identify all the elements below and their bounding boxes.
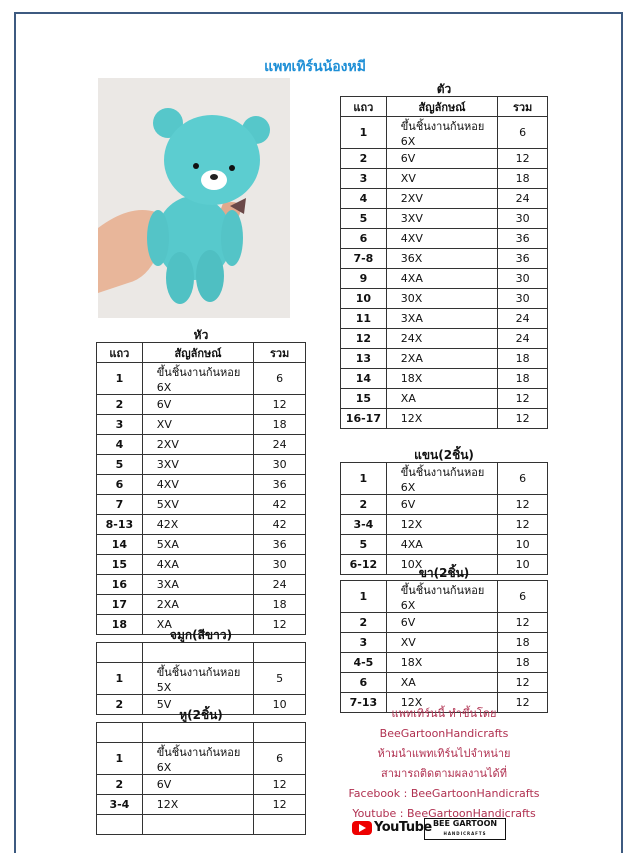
credit-line: Youtube : BeeGartoonHandicrafts [352, 807, 536, 820]
stitch-symbol: XA [386, 389, 497, 409]
table-row [97, 575, 306, 595]
stitch-total: 12 [498, 495, 548, 515]
stitch-symbol [142, 815, 254, 835]
stitch-symbol: ขึ้นชิ้นงานก้นหอย 6X [386, 463, 498, 495]
stitch-symbol: 12X [386, 409, 497, 429]
table-row [97, 723, 306, 743]
row-number: 2 [341, 495, 387, 515]
table-header-row [341, 97, 548, 117]
stitch-symbol: 6V [142, 775, 254, 795]
table-row [341, 209, 548, 229]
table-row [97, 535, 306, 555]
stitch-symbol: 6V [386, 495, 498, 515]
stitch-total: 30 [254, 455, 306, 475]
credit-line: สามารถติดตามผลงานได้ที่ [381, 767, 507, 780]
stitch-total [254, 815, 306, 835]
stitch-symbol: ขึ้นชิ้นงานก้นหอย 6X [386, 581, 498, 613]
stitch-total: 12 [498, 613, 548, 633]
stitch-total: 12 [498, 149, 548, 169]
table-header-row [97, 343, 306, 363]
table-row [341, 515, 548, 535]
row-number: 7 [97, 495, 143, 515]
stitch-symbol: 18X [386, 369, 497, 389]
stitch-symbol: XV [386, 169, 497, 189]
table-row [341, 149, 548, 169]
stitch-symbol: XV [386, 633, 498, 653]
row-number: 5 [341, 209, 387, 229]
stitch-total: 10 [498, 535, 548, 555]
table-row [97, 363, 306, 395]
table-row [97, 743, 306, 775]
stitch-symbol: 10X [386, 555, 498, 575]
table-row [341, 535, 548, 555]
stitch-symbol: 3XA [142, 575, 253, 595]
table-row [341, 581, 548, 613]
stitch-total: 6 [498, 463, 548, 495]
row-number: 13 [341, 349, 387, 369]
credit-line: แพทเทิร์นนี้ ทำขึ้นโดย [391, 707, 497, 720]
stitch-total: 12 [254, 775, 306, 795]
row-number: 17 [97, 595, 143, 615]
row-number: 4 [97, 435, 143, 455]
header-row-number: แถว [97, 343, 143, 363]
stitch-total: 12 [254, 795, 306, 815]
stitch-symbol: 5V [142, 695, 254, 715]
stitch-symbol: 18X [386, 653, 498, 673]
stitch-total: 12 [254, 395, 306, 415]
stitch-total: 36 [498, 249, 548, 269]
stitch-symbol: 2XA [386, 349, 497, 369]
row-number: 6 [341, 673, 387, 693]
stitch-total: 12 [498, 409, 548, 429]
table-row [97, 775, 306, 795]
stitch-total: 24 [498, 329, 548, 349]
leg-table [340, 580, 548, 713]
row-number: 3-4 [341, 515, 387, 535]
table-row [341, 369, 548, 389]
stitch-total: 18 [498, 653, 548, 673]
stitch-symbol: 5XV [142, 495, 253, 515]
table-row [97, 515, 306, 535]
body-table [340, 96, 548, 429]
row-number: 5 [341, 535, 387, 555]
stitch-symbol: 2XA [142, 595, 253, 615]
stitch-total: 12 [498, 673, 548, 693]
table-row [97, 415, 306, 435]
table-row [97, 395, 306, 415]
stitch-total [254, 643, 306, 663]
table-row [341, 309, 548, 329]
stitch-total: 12 [498, 515, 548, 535]
table-row [341, 653, 548, 673]
stitch-total: 6 [498, 117, 548, 149]
credit-line: Facebook : BeeGartoonHandicrafts [348, 787, 540, 800]
ear-caption: หู(2ชิ้น) [179, 708, 223, 722]
row-number: 14 [97, 535, 143, 555]
stitch-total: 12 [498, 389, 548, 409]
stitch-symbol: 3XA [386, 309, 497, 329]
stitch-total: 5 [254, 663, 306, 695]
table-row [341, 229, 548, 249]
table-row [341, 329, 548, 349]
table-row [341, 673, 548, 693]
table-row [341, 289, 548, 309]
stitch-symbol: 3XV [142, 455, 253, 475]
row-number: 3-4 [97, 795, 143, 815]
row-number: 10 [341, 289, 387, 309]
stitch-symbol [142, 723, 254, 743]
table-row [341, 495, 548, 515]
table-row [97, 455, 306, 475]
stitch-total: 24 [498, 309, 548, 329]
credits [340, 704, 548, 824]
stitch-symbol: 12X [386, 693, 498, 713]
table-row [341, 409, 548, 429]
row-number: 2 [97, 695, 143, 715]
stitch-total: 18 [498, 633, 548, 653]
stitch-symbol: 5XA [142, 535, 253, 555]
stitch-symbol: 12X [386, 515, 498, 535]
nose-caption: จมูก(สีขาว) [169, 628, 233, 642]
stitch-total: 24 [254, 575, 306, 595]
row-number: 1 [341, 463, 387, 495]
arm-caption: แขน(2ชิ้น) [414, 448, 474, 462]
row-number [97, 643, 143, 663]
row-number: 6 [341, 229, 387, 249]
bee-gartoon-logo: BEE GARTOON HANDICRAFTS [424, 818, 506, 840]
head-caption: หัว [193, 328, 209, 342]
table-row [341, 189, 548, 209]
row-number: 1 [341, 581, 387, 613]
credit-line: BeeGartoonHandicrafts [379, 727, 509, 740]
stitch-total: 6 [498, 581, 548, 613]
table-row [341, 633, 548, 653]
row-number [97, 723, 143, 743]
row-number: 3 [341, 169, 387, 189]
stitch-total: 24 [498, 189, 548, 209]
row-number: 2 [341, 149, 387, 169]
row-number: 7-8 [341, 249, 387, 269]
arm-table [340, 462, 548, 575]
stitch-total: 36 [254, 475, 306, 495]
row-number: 2 [97, 775, 143, 795]
stitch-symbol: ขึ้นชิ้นงานก้นหอย 6X [386, 117, 497, 149]
row-number [97, 815, 143, 835]
stitch-total: 6 [254, 363, 306, 395]
bear-photo [98, 78, 290, 318]
stitch-symbol: XV [142, 415, 253, 435]
stitch-total: 6 [254, 743, 306, 775]
row-number: 3 [341, 633, 387, 653]
stitch-total: 18 [254, 415, 306, 435]
table-row [341, 269, 548, 289]
stitch-symbol: 4XA [386, 269, 497, 289]
stitch-symbol: XA [386, 673, 498, 693]
table-row [97, 663, 306, 695]
stitch-symbol: 12X [142, 795, 254, 815]
table-row [97, 475, 306, 495]
stitch-symbol: 36X [386, 249, 497, 269]
row-number: 8-13 [97, 515, 143, 535]
table-row [341, 169, 548, 189]
table-row [97, 435, 306, 455]
stitch-symbol: 4XA [386, 535, 498, 555]
table-row [97, 555, 306, 575]
table-row [97, 495, 306, 515]
stitch-total: 36 [498, 229, 548, 249]
row-number: 2 [341, 613, 387, 633]
stitch-total: 30 [498, 209, 548, 229]
stitch-symbol: 4XV [142, 475, 253, 495]
stitch-symbol: 2XV [142, 435, 253, 455]
nose-table [96, 642, 306, 715]
row-number: 16 [97, 575, 143, 595]
stitch-symbol: 24X [386, 329, 497, 349]
stitch-total: 10 [498, 555, 548, 575]
stitch-symbol: ขึ้นชิ้นงานก้นหอย 5X [142, 663, 254, 695]
header-symbol: สัญลักษณ์ [142, 343, 253, 363]
stitch-total: 18 [498, 349, 548, 369]
ear-table [96, 722, 306, 835]
row-number: 15 [341, 389, 387, 409]
row-number: 4-5 [341, 653, 387, 673]
row-number: 4 [341, 189, 387, 209]
stitch-total: 42 [254, 515, 306, 535]
stitch-symbol: 6V [386, 149, 497, 169]
header-total: รวม [498, 97, 548, 117]
stitch-symbol: ขึ้นชิ้นงานก้นหอย 6X [142, 743, 254, 775]
row-number: 16-17 [341, 409, 387, 429]
stitch-total: 42 [254, 495, 306, 515]
header-row-number: แถว [341, 97, 387, 117]
row-number: 3 [97, 415, 143, 435]
leg-caption: ขา(2ชิ้น) [418, 566, 470, 580]
row-number: 2 [97, 395, 143, 415]
table-row [97, 795, 306, 815]
stitch-symbol: 6V [142, 395, 253, 415]
table-row [341, 117, 548, 149]
table-row [341, 349, 548, 369]
body-caption: ตัว [436, 82, 452, 96]
row-number: 15 [97, 555, 143, 575]
stitch-total: 18 [498, 169, 548, 189]
row-number: 18 [97, 615, 143, 635]
table-row [97, 815, 306, 835]
row-number: 12 [341, 329, 387, 349]
page-title: แพทเทิร์นน้องหมี [264, 59, 366, 75]
stitch-total: 10 [254, 695, 306, 715]
stitch-symbol: 4XV [386, 229, 497, 249]
table-row [97, 643, 306, 663]
table-row [97, 595, 306, 615]
row-number: 1 [341, 117, 387, 149]
youtube-logo: YouTube [352, 820, 432, 835]
row-number: 6-12 [341, 555, 387, 575]
stitch-symbol: 4XA [142, 555, 253, 575]
row-number: 14 [341, 369, 387, 389]
table-row [341, 249, 548, 269]
table-row [341, 463, 548, 495]
header-symbol: สัญลักษณ์ [386, 97, 497, 117]
credit-line: ห้ามนำแพทเทิร์นไปจำหน่าย [377, 747, 511, 760]
head-table [96, 342, 306, 635]
table-row [341, 613, 548, 633]
row-number: 1 [97, 663, 143, 695]
stitch-total: 36 [254, 535, 306, 555]
row-number: 9 [341, 269, 387, 289]
stitch-total: 18 [254, 595, 306, 615]
row-number: 1 [97, 743, 143, 775]
stitch-symbol: 30X [386, 289, 497, 309]
stitch-total [254, 723, 306, 743]
row-number: 7-13 [341, 693, 387, 713]
youtube-play-icon [352, 821, 372, 835]
stitch-symbol: 42X [142, 515, 253, 535]
header-total: รวม [254, 343, 306, 363]
stitch-symbol: 2XV [386, 189, 497, 209]
stitch-total: 30 [254, 555, 306, 575]
stitch-total: 12 [254, 615, 306, 635]
stitch-symbol: ขึ้นชิ้นงานก้นหอย 6X [142, 363, 253, 395]
stitch-total: 12 [498, 693, 548, 713]
row-number: 5 [97, 455, 143, 475]
bear-illustration [98, 78, 290, 318]
row-number: 6 [97, 475, 143, 495]
stitch-total: 24 [254, 435, 306, 455]
stitch-total: 18 [498, 369, 548, 389]
stitch-symbol: XA [142, 615, 253, 635]
table-row [341, 389, 548, 409]
stitch-total: 30 [498, 289, 548, 309]
stitch-symbol [142, 643, 254, 663]
stitch-symbol: 6V [386, 613, 498, 633]
row-number: 11 [341, 309, 387, 329]
stitch-symbol: 3XV [386, 209, 497, 229]
row-number: 1 [97, 363, 143, 395]
stitch-total: 30 [498, 269, 548, 289]
